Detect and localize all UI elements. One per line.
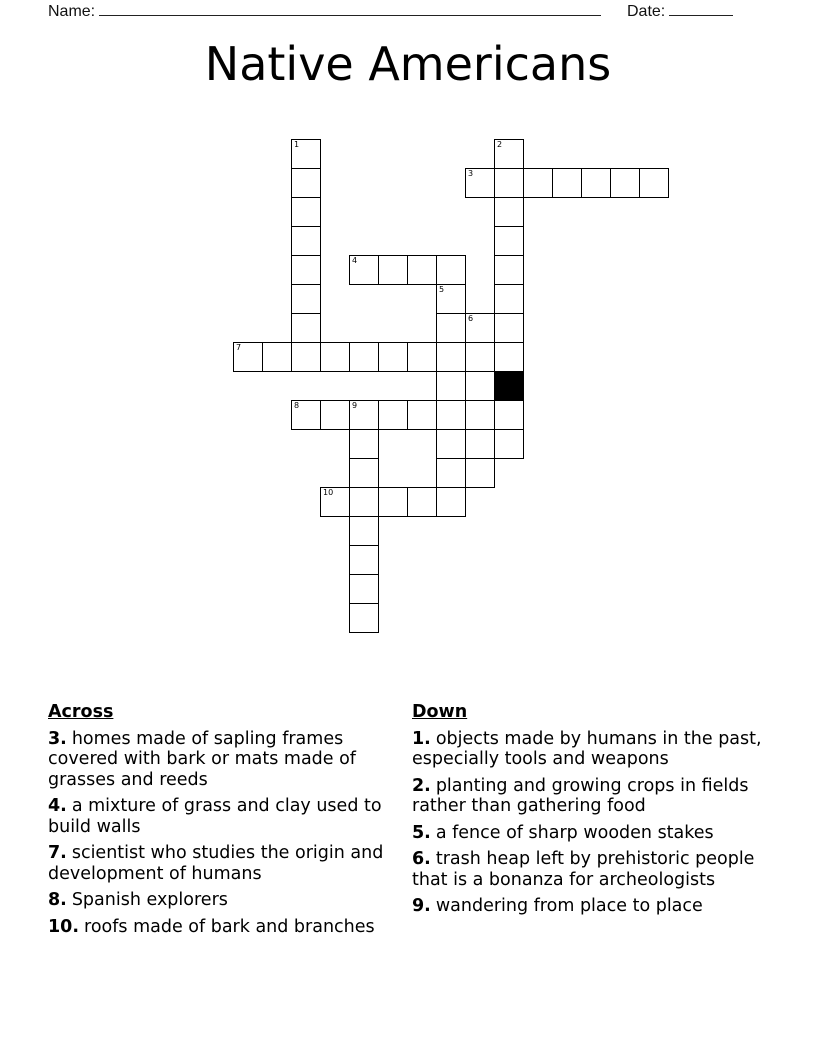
clue-text: scientist who studies the origin and development of humans — [48, 843, 384, 884]
across-clue-list — [48, 729, 388, 938]
grid-cell[interactable] — [262, 342, 292, 372]
grid-cell[interactable] — [349, 458, 379, 488]
grid-cell[interactable] — [291, 226, 321, 256]
clue-number: 6 — [468, 314, 474, 323]
grid-cell[interactable] — [436, 487, 466, 517]
clue-text: a mixture of grass and clay used to build walls — [48, 796, 382, 837]
grid-cell[interactable] — [639, 168, 669, 198]
grid-cell[interactable] — [378, 255, 408, 285]
grid-cell[interactable] — [378, 487, 408, 517]
clue-number: 2 — [497, 140, 503, 149]
across-clue — [48, 729, 388, 791]
grid-cell[interactable] — [465, 168, 495, 198]
grid-cell[interactable] — [349, 400, 379, 430]
down-clue-list — [412, 729, 762, 917]
grid-cell[interactable] — [349, 516, 379, 546]
down-clue — [412, 776, 762, 817]
grid-cell[interactable] — [349, 545, 379, 575]
clue-num: 4. — [48, 796, 67, 816]
down-clue — [412, 849, 762, 890]
clue-text: roofs made of bark and branches — [84, 916, 375, 937]
grid-cell[interactable] — [436, 371, 466, 401]
clue-number: 7 — [236, 343, 242, 352]
clue-num: 6. — [412, 849, 431, 869]
clue-text: a fence of sharp wooden stakes — [435, 822, 714, 843]
grid-cell[interactable] — [610, 168, 640, 198]
grid-cell[interactable] — [291, 400, 321, 430]
grid-cell[interactable] — [291, 197, 321, 227]
grid-cell[interactable] — [494, 400, 524, 430]
grid-cell[interactable] — [494, 226, 524, 256]
down-clues — [412, 702, 762, 923]
grid-cell[interactable] — [436, 313, 466, 343]
grid-cell[interactable] — [552, 168, 582, 198]
grid-cell[interactable] — [436, 400, 466, 430]
grid-cell[interactable] — [465, 458, 495, 488]
grid-cell[interactable] — [494, 429, 524, 459]
grid-cell[interactable] — [291, 284, 321, 314]
grid-cell[interactable] — [320, 400, 350, 430]
across-clue — [48, 917, 388, 938]
grid-cell[interactable] — [349, 574, 379, 604]
clue-number: 10 — [323, 488, 334, 497]
across-clues — [48, 702, 388, 943]
clue-number: 5 — [439, 285, 445, 294]
clue-text: Spanish explorers — [71, 890, 228, 910]
down-clue — [412, 729, 762, 770]
clue-num: 9. — [412, 896, 431, 916]
grid-cell[interactable] — [407, 400, 437, 430]
grid-cell[interactable] — [320, 342, 350, 372]
clue-number: 4 — [352, 256, 358, 265]
down-clue — [412, 896, 762, 917]
clue-num: 8. — [48, 890, 67, 910]
grid-cell[interactable] — [291, 139, 321, 169]
grid-cell[interactable] — [465, 313, 495, 343]
grid-cell[interactable] — [494, 284, 524, 314]
grid-cell[interactable] — [436, 342, 466, 372]
clue-number: 8 — [294, 401, 300, 410]
clue-number: 1 — [294, 140, 300, 149]
across-clue — [48, 796, 388, 837]
grid-cell[interactable] — [320, 487, 350, 517]
grid-cell[interactable] — [291, 255, 321, 285]
across-clue — [48, 843, 388, 884]
across-clue — [48, 890, 388, 911]
clue-text: objects made by humans in the past, especially tools and weapons — [412, 728, 762, 769]
name-label: Name: — [48, 3, 96, 20]
grid-cell[interactable] — [465, 429, 495, 459]
grid-cell[interactable] — [494, 313, 524, 343]
grid-cell[interactable] — [407, 487, 437, 517]
clue-text: homes made of sapling frames covered with bark or mats made of grasses and reeds — [48, 728, 356, 790]
date-label: Date: — [627, 3, 666, 20]
grid-cell[interactable] — [291, 342, 321, 372]
clue-number: 3 — [468, 169, 474, 178]
grid-cell[interactable] — [436, 458, 466, 488]
grid-cell[interactable] — [494, 342, 524, 372]
down-heading: Down — [412, 702, 468, 722]
puzzle-title: Native Americans — [204, 37, 612, 91]
clue-text: planting and growing crops in fields rather than gathering food — [412, 775, 749, 816]
down-clue — [412, 823, 762, 844]
grid-cell[interactable] — [494, 168, 524, 198]
clue-num: 10. — [48, 916, 80, 937]
clue-num: 1. — [412, 728, 431, 749]
grid-cell[interactable] — [378, 342, 408, 372]
grid-cell[interactable] — [378, 400, 408, 430]
clue-num: 7. — [48, 843, 67, 863]
grid-cell[interactable] — [465, 400, 495, 430]
grid-cell[interactable] — [436, 284, 466, 314]
grid-cell[interactable] — [349, 603, 379, 633]
grid-cell[interactable] — [494, 255, 524, 285]
clue-num: 2. — [412, 775, 431, 796]
grid-cell[interactable] — [581, 168, 611, 198]
grid-cell[interactable] — [494, 197, 524, 227]
clue-num: 5. — [412, 822, 431, 843]
grid-cell[interactable] — [523, 168, 553, 198]
clue-num: 3. — [48, 728, 67, 749]
grid-cell[interactable] — [465, 342, 495, 372]
grid-cell[interactable] — [436, 429, 466, 459]
grid-cell[interactable] — [407, 342, 437, 372]
grid-cell[interactable] — [349, 429, 379, 459]
grid-cell[interactable] — [494, 139, 524, 169]
grid-cell[interactable] — [436, 255, 466, 285]
clue-number: 9 — [352, 401, 358, 410]
across-heading: Across — [48, 702, 114, 722]
black-square — [494, 371, 524, 401]
grid-cell[interactable] — [349, 342, 379, 372]
clue-text: trash heap left by prehistoric people that is a bonanza for archeologists — [412, 849, 755, 890]
grid-cell[interactable] — [349, 487, 379, 517]
grid-cell[interactable] — [291, 313, 321, 343]
grid-cell[interactable] — [291, 168, 321, 198]
clue-text: wandering from place to place — [435, 896, 703, 916]
grid-cell[interactable] — [349, 255, 379, 285]
grid-cell[interactable] — [407, 255, 437, 285]
grid-cell[interactable] — [233, 342, 263, 372]
